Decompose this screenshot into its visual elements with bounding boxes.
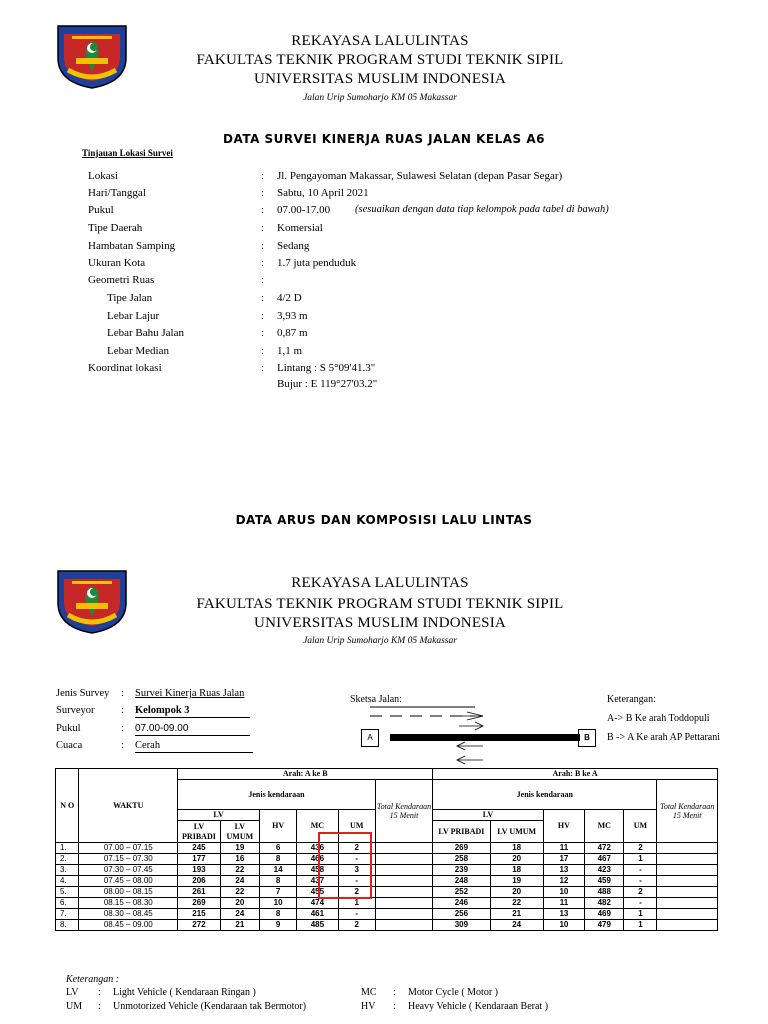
um-header-ab: UM [338, 810, 375, 843]
jenis-survey-label: Jenis Survey [56, 688, 110, 699]
underline [135, 717, 250, 718]
colon: : [393, 1001, 396, 1012]
colon: : [261, 170, 265, 182]
total-cell [375, 865, 432, 876]
table-cell: 1 [624, 920, 657, 931]
table-cell: - [624, 876, 657, 887]
table-cell: 488 [585, 887, 624, 898]
table-cell: 437 [297, 876, 338, 887]
table-cell: 20 [490, 854, 543, 865]
total-cell [375, 909, 432, 920]
lv-pribadi-header-ab: LV PRIBADI [178, 821, 221, 843]
colon: : [121, 705, 124, 716]
total-cell [657, 854, 718, 865]
waktu-header: WAKTU [79, 769, 178, 843]
keterangan-a: A-> B Ke arah Toddopuli [607, 713, 710, 724]
total-cell [657, 843, 718, 854]
total-cell [657, 865, 718, 876]
header-line2: FAKULTAS TEKNIK PROGRAM STUDI TEKNIK SIPIL [196, 596, 564, 612]
total-ba-header: Total Kendaraan 15 Menit [657, 780, 718, 843]
bujur-value: Bujur : E 119°27'03.2" [277, 378, 378, 390]
table-cell: 7 [260, 887, 297, 898]
colon: : [261, 274, 265, 286]
table-cell: 2 [338, 843, 375, 854]
keterangan-b: B -> A Ke arah AP Pettarani [607, 732, 721, 743]
table-cell: 1 [624, 909, 657, 920]
colon: : [261, 187, 265, 199]
total-cell [657, 876, 718, 887]
cuaca-value: Cerah [135, 740, 161, 751]
colon: : [121, 740, 124, 751]
legend-key: HV [361, 1001, 376, 1012]
table-cell: 252 [433, 887, 490, 898]
total-cell [375, 854, 432, 865]
road-sketch [355, 704, 595, 766]
legend-value: Unmotorized Vehicle (Kendaraan tak Bermotor) [113, 1001, 307, 1012]
table-cell: 3. [56, 865, 79, 876]
info-value: Lintang : S 5°09'41.3" [277, 362, 376, 374]
header-line3: UNIVERSITAS MUSLIM INDONESIA [254, 71, 506, 87]
info-value: Sedang [277, 240, 310, 252]
table-cell: 261 [178, 887, 221, 898]
info-value: 0,87 m [277, 327, 308, 339]
table-cell: 466 [297, 854, 338, 865]
table-row [56, 854, 718, 865]
table-cell: - [338, 854, 375, 865]
info-value: 1.7 juta penduduk [277, 257, 357, 269]
hv-header-ab: HV [260, 810, 297, 843]
table-cell: 2 [338, 920, 375, 931]
table-cell: 272 [178, 920, 221, 931]
table-cell: 07.45 – 08.00 [79, 876, 178, 887]
table-cell: 177 [178, 854, 221, 865]
table-cell: 239 [433, 865, 490, 876]
total-ab-header: Total Kendaraan 15 Menit [375, 780, 432, 843]
lv-header-ab: LV [178, 810, 260, 821]
colon: : [261, 310, 265, 322]
total-cell [375, 843, 432, 854]
table-cell: 12 [543, 876, 584, 887]
table-cell: 20 [490, 887, 543, 898]
table-row [56, 876, 718, 887]
table-cell: 3 [338, 865, 375, 876]
surveyor-label: Surveyor [56, 705, 95, 716]
header-line3: UNIVERSITAS MUSLIM INDONESIA [254, 615, 506, 631]
table-cell: 309 [433, 920, 490, 931]
table-cell: 482 [585, 898, 624, 909]
table-cell: 193 [178, 865, 221, 876]
section1-subtitle: Tinjauan Lokasi Survei [82, 148, 173, 158]
pukul-label: Pukul [56, 723, 81, 734]
colon: : [261, 292, 265, 304]
info-label: Pukul [88, 204, 114, 216]
table-row [56, 898, 718, 909]
table-cell: 1 [338, 898, 375, 909]
table-cell: 269 [433, 843, 490, 854]
table-cell: 269 [178, 898, 221, 909]
table-cell: 18 [490, 865, 543, 876]
table-cell: 467 [585, 854, 624, 865]
info-value: 1,1 m [277, 345, 303, 357]
point-a-box: A [361, 729, 379, 747]
table-cell: 8. [56, 920, 79, 931]
university-logo [54, 569, 130, 635]
info-value: Jl. Pengayoman Makassar, Sulawesi Selatan (depan Pasar Segar) [277, 170, 563, 182]
total-cell [657, 920, 718, 931]
table-cell: 21 [490, 909, 543, 920]
info-label: Hambatan Samping [88, 240, 176, 252]
lv-umum-header-ab: LV UMUM [220, 821, 259, 843]
table-cell: 2. [56, 854, 79, 865]
table-cell: 461 [297, 909, 338, 920]
jenis-survey-value: Survei Kinerja Ruas Jalan [135, 688, 245, 699]
table-cell: 8 [260, 909, 297, 920]
info-label: Tipe Daerah [88, 222, 143, 234]
section1-title: DATA SURVEI KINERJA RUAS JALAN KELAS A6 [223, 132, 545, 146]
table-cell: 10 [543, 887, 584, 898]
table-cell: 258 [433, 854, 490, 865]
point-b-box: B [578, 729, 596, 747]
table-cell: 17 [543, 854, 584, 865]
info-value: Sabtu, 10 April 2021 [277, 187, 369, 199]
legend-value: Motor Cycle ( Motor ) [408, 987, 498, 998]
total-cell [375, 876, 432, 887]
total-cell [657, 909, 718, 920]
table-cell: 08.45 – 09.00 [79, 920, 178, 931]
header-line2: FAKULTAS TEKNIK PROGRAM STUDI TEKNIK SIPIL [196, 52, 564, 68]
info-note: (sesuaikan dengan data tiap kelompok pada tabel di bawah) [355, 204, 609, 215]
table-cell: 459 [585, 876, 624, 887]
colon: : [393, 987, 396, 998]
table-cell: 2 [338, 887, 375, 898]
table-cell: 256 [433, 909, 490, 920]
cuaca-label: Cuaca [56, 740, 83, 751]
legend-title: Keterangan : [66, 974, 120, 985]
table-cell: 11 [543, 898, 584, 909]
info-label: Koordinat lokasi [88, 362, 162, 374]
table-cell: 2 [624, 843, 657, 854]
info-value: 4/2 D [277, 292, 302, 304]
table-cell: 22 [220, 887, 259, 898]
colon: : [261, 204, 265, 216]
table-cell: 22 [220, 865, 259, 876]
header-line1: REKAYASA LALULINTAS [291, 33, 469, 49]
total-cell [657, 887, 718, 898]
um-header-ba: UM [624, 810, 657, 843]
table-cell: 8 [260, 854, 297, 865]
hv-header-ba: HV [543, 810, 584, 843]
pukul-value: 07.00-09.00 [135, 723, 189, 734]
table-cell: 19 [490, 876, 543, 887]
info-value: 3,93 m [277, 310, 308, 322]
table-cell: 248 [433, 876, 490, 887]
table-cell: 206 [178, 876, 221, 887]
total-cell [375, 898, 432, 909]
table-cell: 1. [56, 843, 79, 854]
table-cell: 22 [490, 898, 543, 909]
info-label: Ukuran Kota [88, 257, 146, 269]
legend-key: MC [361, 987, 377, 998]
info-label: Lebar Bahu Jalan [107, 327, 184, 339]
colon: : [261, 222, 265, 234]
colon: : [261, 257, 265, 269]
table-cell: 6 [260, 843, 297, 854]
table-cell: 24 [220, 876, 259, 887]
table-cell: 472 [585, 843, 624, 854]
mc-header-ba: MC [585, 810, 624, 843]
total-cell [657, 898, 718, 909]
table-cell: 1 [624, 854, 657, 865]
table-cell: 24 [220, 909, 259, 920]
surveyor-value: Kelompok 3 [135, 705, 190, 716]
keterangan-label: Keterangan: [607, 694, 656, 705]
info-value: Komersial [277, 222, 323, 234]
mc-header-ab: MC [297, 810, 338, 843]
table-cell: 13 [543, 865, 584, 876]
table-cell: 14 [260, 865, 297, 876]
info-label: Geometri Ruas [88, 274, 155, 286]
legend-value: Light Vehicle ( Kendaraan Ringan ) [113, 987, 256, 998]
legend-key: UM [66, 1001, 83, 1012]
table-cell: 479 [585, 920, 624, 931]
colon: : [261, 345, 265, 357]
colon: : [121, 688, 124, 699]
table-cell: - [624, 865, 657, 876]
total-cell [375, 920, 432, 931]
table-cell: 8 [260, 876, 297, 887]
table-row [56, 909, 718, 920]
colon: : [121, 723, 124, 734]
colon: : [261, 240, 265, 252]
table-cell: 07.15 – 07.30 [79, 854, 178, 865]
underline [135, 735, 250, 736]
table-cell: 13 [543, 909, 584, 920]
table-row [56, 887, 718, 898]
table-cell: 469 [585, 909, 624, 920]
table-cell: 20 [220, 898, 259, 909]
header-address: Jalan Urip Sumoharjo KM 05 Makassar [303, 636, 457, 646]
location-info [0, 0, 768, 400]
info-label: Lokasi [88, 170, 118, 182]
lv-umum-header-ba: LV UMUM [490, 821, 543, 843]
table-cell: 436 [297, 843, 338, 854]
table-cell: 5. [56, 887, 79, 898]
header-line1: REKAYASA LALULINTAS [291, 575, 469, 591]
direction-ab-header: Arah: A ke B [178, 769, 433, 780]
table-cell: 21 [220, 920, 259, 931]
table-row [56, 920, 718, 931]
table-cell: 10 [543, 920, 584, 931]
table-cell: 08.00 – 08.15 [79, 887, 178, 898]
info-label: Lebar Median [107, 345, 169, 357]
table-cell: 2 [624, 887, 657, 898]
info-value: 07.00-17.00 [277, 204, 331, 216]
table-cell: 10 [260, 898, 297, 909]
lv-header-ba: LV [433, 810, 544, 821]
table-cell: - [338, 876, 375, 887]
colon: : [261, 362, 265, 374]
table-row [56, 843, 718, 854]
total-cell [375, 887, 432, 898]
lv-pribadi-header-ba: LV PRIBADI [433, 821, 490, 843]
colon: : [98, 1001, 101, 1012]
table-cell: 9 [260, 920, 297, 931]
table-cell: 458 [297, 865, 338, 876]
legend-value: Heavy Vehicle ( Kendaraan Berat ) [408, 1001, 549, 1012]
table-cell: - [338, 909, 375, 920]
table-cell: 16 [220, 854, 259, 865]
colon: : [98, 987, 101, 998]
jenis-kendaraan-ab: Jenis kendaraan [178, 780, 376, 810]
table-cell: 4. [56, 876, 79, 887]
table-cell: 18 [490, 843, 543, 854]
table-cell: 485 [297, 920, 338, 931]
table-row [56, 865, 718, 876]
no-header: N O [56, 769, 79, 843]
table-cell: 08.15 – 08.30 [79, 898, 178, 909]
table-cell: 6. [56, 898, 79, 909]
table-cell: 455 [297, 887, 338, 898]
direction-ba-header: Arah: B ke A [433, 769, 718, 780]
table-cell: 474 [297, 898, 338, 909]
colon: : [261, 327, 265, 339]
table-cell: 246 [433, 898, 490, 909]
info-label: Hari/Tanggal [88, 187, 146, 199]
traffic-data-table [55, 768, 718, 931]
table-cell: 19 [220, 843, 259, 854]
table-cell: - [624, 898, 657, 909]
table-cell: 423 [585, 865, 624, 876]
legend-key: LV [66, 987, 79, 998]
table-cell: 07.00 – 07.15 [79, 843, 178, 854]
underline [135, 752, 253, 753]
highlight-box [318, 832, 372, 899]
table-cell: 11 [543, 843, 584, 854]
table-cell: 24 [490, 920, 543, 931]
info-label: Tipe Jalan [107, 292, 153, 304]
sketsa-label: Sketsa Jalan: [350, 694, 402, 705]
table-cell: 245 [178, 843, 221, 854]
header-address: Jalan Urip Sumoharjo KM 05 Makassar [303, 93, 457, 103]
jenis-kendaraan-ba: Jenis kendaraan [433, 780, 657, 810]
table-cell: 08.30 – 08.45 [79, 909, 178, 920]
info-label: Lebar Lajur [107, 310, 160, 322]
table-cell: 7. [56, 909, 79, 920]
section2-title: DATA ARUS DAN KOMPOSISI LALU LINTAS [235, 513, 533, 527]
table-cell: 07.30 – 07.45 [79, 865, 178, 876]
table-cell: 215 [178, 909, 221, 920]
